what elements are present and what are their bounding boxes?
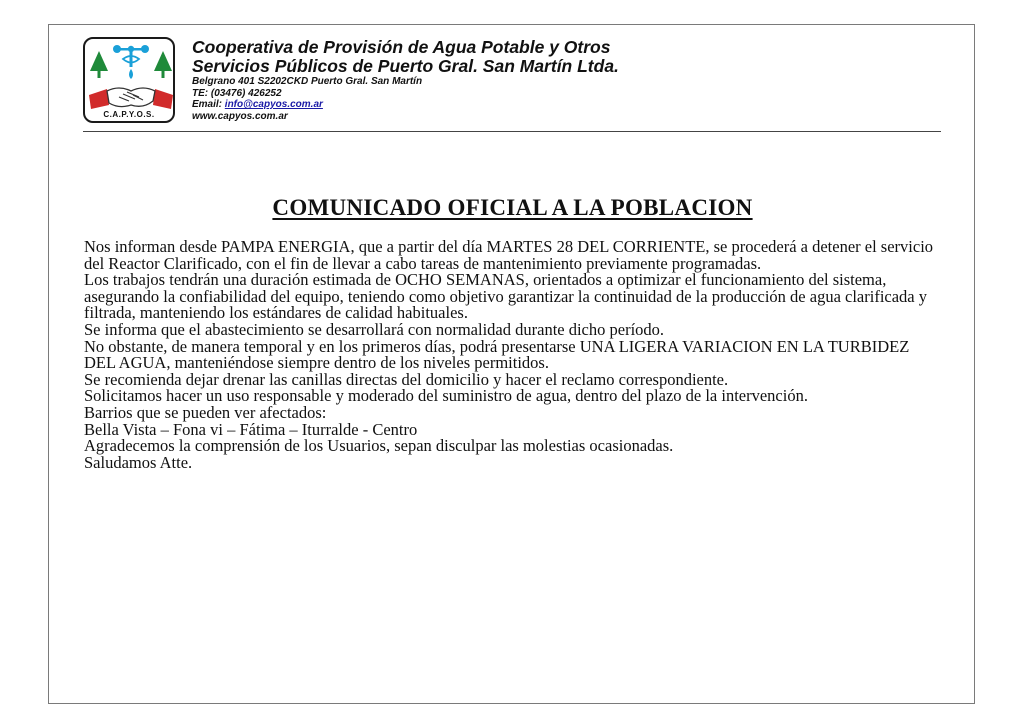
body-paragraph: Agradecemos la comprensión de los Usuarios, sepan disculpar las molestias ocasionadas.	[84, 436, 674, 456]
body-paragraph: Se recomienda dejar drenar las canillas directas del domicilio y hacer el reclamo correspondiente.	[84, 369, 729, 389]
document-body	[84, 239, 944, 471]
body-paragraph: Barrios que se pueden ver afectados:	[84, 402, 327, 422]
body-paragraph: Solicitamos hacer un uso responsable y moderado del suministro de agua, dentro del plazo de la intervención.	[84, 386, 808, 406]
affected-neighborhoods: Bella Vista – Fona vi – Fátima – Iturralde - Centro	[84, 419, 418, 439]
org-phone: TE: (03476) 426252	[192, 87, 282, 99]
org-address: Belgrano 401 S2202CKD Puerto Gral. San Martín	[192, 76, 423, 87]
body-paragraph: Los trabajos tendrán una duración estimada de OCHO SEMANAS, orientados a optimizar el funcionamiento del sistema, asegurando la confiabilidad del equipo, teniendo como objetivo garantizar la continuidad de la producción de agua clarificada y filtrada, manteniendo los estándares de calidad habituales.	[84, 270, 928, 323]
logo-caption: C.A.P.Y.O.S.	[103, 110, 155, 119]
org-email-line	[192, 99, 619, 111]
document-page	[48, 24, 975, 704]
body-paragraph: No obstante, de manera temporal y en los primeros días, podrá presentarse UNA LIGERA VARIACION EN LA TURBIDEZ DEL AGUA, manteniéndose siempre dentro de los niveles permitidos.	[84, 336, 910, 373]
org-name-line-1: Cooperativa de Provisión de Agua Potable y Otros	[192, 37, 611, 57]
header-divider	[83, 131, 941, 132]
closing-line: Saludamos Atte.	[84, 452, 193, 472]
org-name-line-2: Servicios Públicos de Puerto Gral. San Martín Ltda.	[192, 56, 619, 76]
document-title: COMUNICADO OFICIAL A LA POBLACION	[272, 195, 753, 220]
capyos-logo	[83, 37, 175, 123]
organization-header	[192, 38, 619, 122]
body-paragraph: Nos informan desde PAMPA ENERGIA, que a partir del día MARTES 28 DEL CORRIENTE, se procederá a detener el servicio del Reactor Clarificado, con el fin de llevar a cabo tareas de mantenimiento previamente programadas.	[84, 237, 934, 273]
body-paragraph: Se informa que el abastecimiento se desarrollará con normalidad durante dicho período.	[84, 319, 665, 339]
email-label: Email:	[192, 99, 225, 110]
org-website: www.capyos.com.ar	[192, 110, 288, 122]
email-link[interactable]: info@capyos.com.ar	[224, 99, 323, 110]
